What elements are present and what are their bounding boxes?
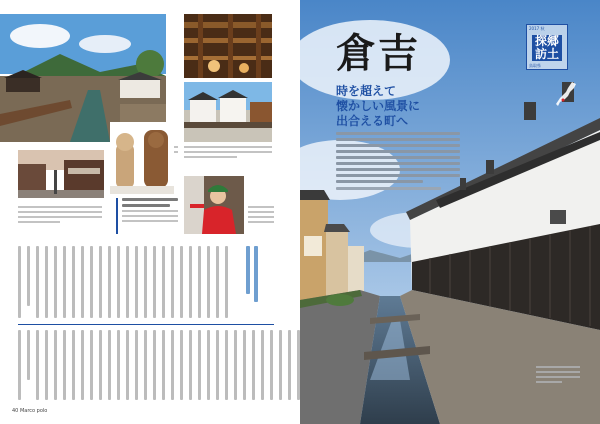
article-heading xyxy=(246,246,258,306)
article-body-lower xyxy=(18,330,300,400)
photo-wooden-interior xyxy=(184,14,272,78)
right-page xyxy=(300,0,600,424)
series-badge xyxy=(526,24,568,70)
caption-guide xyxy=(248,206,274,226)
badge-main: 探郷訪土 xyxy=(532,35,562,61)
photo-guide-woman xyxy=(184,176,244,234)
caption-storehouses xyxy=(184,146,272,161)
article-divider xyxy=(18,324,274,325)
badge-year: 2017 秋 xyxy=(529,26,545,31)
subtitle-line-1: 時を超えて xyxy=(336,84,397,98)
photo-white-storehouses xyxy=(184,82,272,142)
page-footer: 40 Marco polo xyxy=(12,408,48,414)
photo-wooden-statues xyxy=(110,122,174,194)
article-body-upper xyxy=(18,246,228,318)
caption-street xyxy=(18,206,102,226)
feature-subtitle xyxy=(336,84,420,129)
badge-sub: 鳥取県 xyxy=(529,63,541,68)
subtitle-line-3: 出合える町へ xyxy=(336,114,409,128)
feature-title: 倉吉 xyxy=(336,30,420,77)
photo-credit xyxy=(536,366,580,386)
guide-info xyxy=(116,198,178,225)
feature-lead-text xyxy=(336,132,460,193)
photo-old-street xyxy=(18,150,104,198)
japan-map-icon xyxy=(554,80,580,110)
subtitle-line-2: 懐かしい風景に xyxy=(336,99,421,113)
